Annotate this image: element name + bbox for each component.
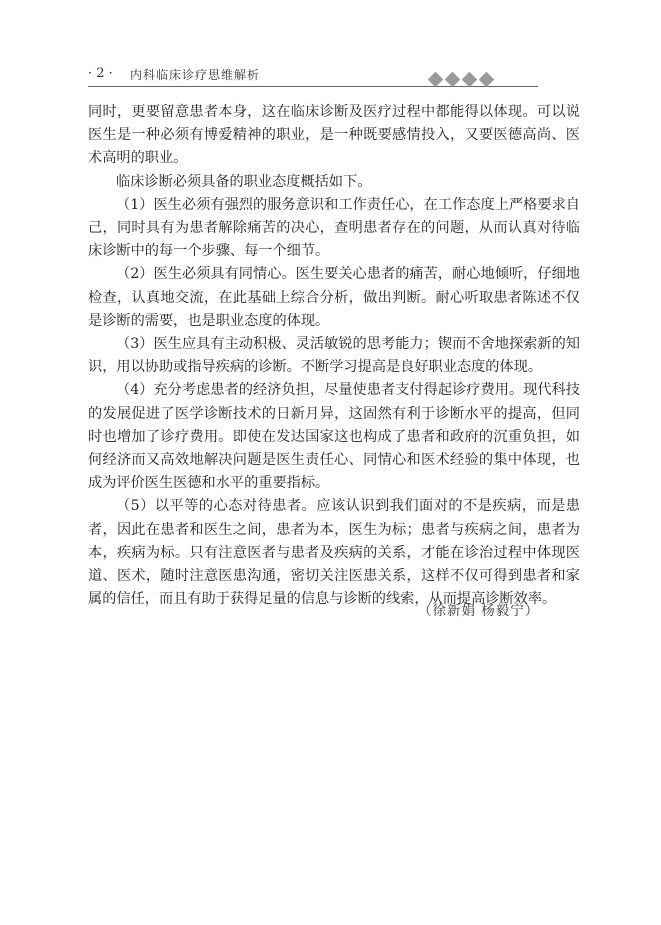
authors-credit: （徐新娟 杨毅宁）: [418, 603, 540, 619]
paragraph-item-4: （4）充分考虑患者的经济负担，尽量使患者支付得起诊疗费用。现代科技的发展促进了医学诊断技术的日新月异，这固然有利于诊断水平的提高，但同时也增加了诊疗费用。即使在发达国家这也构成了患者和政府的沉重负担，如何经济而又高效地解决问题是医生责任心、同情心和医术经验的集中体现，也成为评价医生医德和水平的重要指标。: [88, 382, 580, 492]
paragraph-item-2: （2）医生必须具有同情心。医生要关心患者的痛苦，耐心地倾听，仔细地检查，认真地交流，在此基础上综合分析，做出判断。耐心听取患者陈述不仅是诊断的需要，也是职业态度的体现。: [88, 266, 580, 329]
book-title: 内科临床诊疗思维解析: [130, 68, 261, 82]
diamond-icon: [462, 72, 478, 88]
diamond-icon: [428, 72, 444, 88]
paragraph-continuation: 同时，更要留意患者本身，这在临床诊断及医疗过程中都能得以体现。可以说医生是一种必须有博爱精神的职业，是一种既要感情投入，又要医德高尚、医术高明的职业。: [88, 104, 580, 167]
paragraph-item-3: （3）医生应具有主动积极、灵活敏锐的思考能力；锲而不舍地探索新的知识，用以协助或指导疾病的诊断。不断学习提高是良好职业态度的体现。: [88, 336, 580, 376]
paragraph-item-1: （1）医生必须有强烈的服务意识和工作责任心，在工作态度上严格要求自己，同时具有为患者解除痛苦的决心，查明患者存在的问题，从而认真对待临床诊断中的每一个步骤、每一个细节。: [88, 196, 580, 260]
diamond-icon: [445, 72, 461, 88]
body-text: [88, 101, 580, 611]
diamond-icon: [479, 72, 495, 88]
paragraph-item-5: （5）以平等的心态对待患者。应该认识到我们面对的不是疾病，而是患者，因此在患者和医生之间，患者为本，医生为标；患者与疾病之间，患者为本，疾病为标。只有注意医者与患者及疾病的关系，才能在诊治过程中体现医道、医术，随时注意医患沟通，密切关注医患关系，这样不仅可得到患者和家属的信任，而且有助于获得足量的信息与诊断的线索，从而提高诊断效率。: [88, 498, 580, 608]
paragraph-intro: 临床诊断必须具备的职业态度概括如下。: [116, 173, 372, 190]
running-header: [88, 62, 588, 90]
page-number: · 2 ·: [88, 66, 113, 81]
